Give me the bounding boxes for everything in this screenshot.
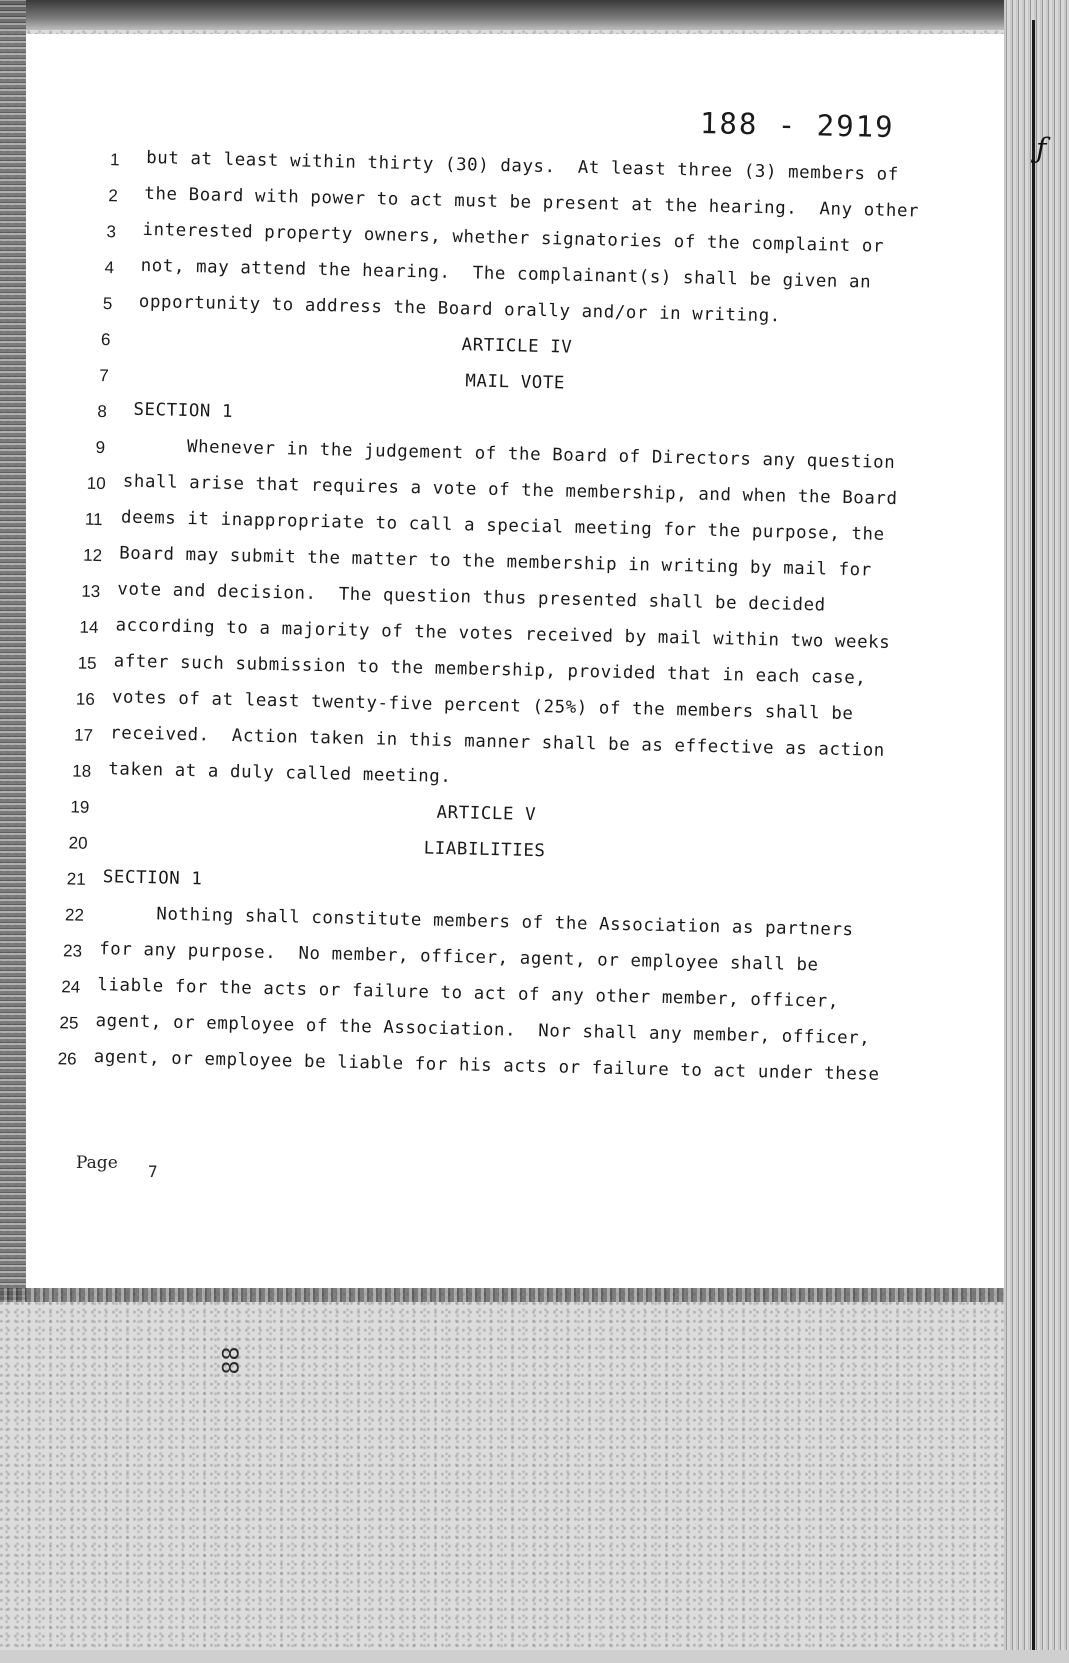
body-line: vote and decision. The question thus presented shall be decided xyxy=(117,579,826,616)
line-number: 21 xyxy=(66,869,86,889)
section-heading: SECTION 1 xyxy=(102,867,203,890)
line-number: 2 xyxy=(108,186,118,206)
body-line: interested property owners, whether signatories of the complaint or xyxy=(142,219,885,257)
article-title: MAIL VOTE xyxy=(465,371,566,394)
line-number: 19 xyxy=(70,797,90,817)
body-line: but at least within thirty (30) days. At least three (3) members of xyxy=(145,147,899,186)
line-number: 6 xyxy=(100,329,111,350)
line-number: 15 xyxy=(77,653,97,673)
line-number: 20 xyxy=(68,833,88,853)
line-number: 14 xyxy=(79,617,99,638)
body-line: shall arise that requires a vote of the membership, and when the Board xyxy=(122,471,898,510)
article-heading: ARTICLE V xyxy=(436,802,537,825)
line-number: 11 xyxy=(84,509,103,530)
line-number: 8 xyxy=(97,401,108,422)
body-line: opportunity to address the Board orally and/or in writing. xyxy=(138,291,782,327)
page-number: 7 xyxy=(148,1162,158,1181)
line-number: 1 xyxy=(109,150,120,170)
line-number: 13 xyxy=(81,581,101,602)
body-line: agent, or employee be liable for his acts or failure to act under these xyxy=(93,1047,880,1085)
body-line: deems it inappropriate to call a special meeting for the purpose, the xyxy=(120,507,885,545)
line-number: 22 xyxy=(64,905,85,925)
line-number: 18 xyxy=(72,761,92,781)
body-line: the Board with power to act must be present at the hearing. Any other xyxy=(144,183,920,222)
body-line: Whenever in the judgement of the Board of Directors any question xyxy=(131,435,896,474)
body-line: after such submission to the membership, provided that in each case, xyxy=(113,651,867,689)
body-line: agent, or employee of the Association. Nor shall any member, officer, xyxy=(95,1011,871,1049)
page-label: Page xyxy=(76,1153,118,1173)
body-line: taken at a duly called meeting. xyxy=(108,759,452,788)
body-line: liable for the acts or failure to act of any other member, officer, xyxy=(97,975,840,1012)
line-number: 3 xyxy=(106,222,117,242)
body-line: votes of at least twenty-five percent (25%) of the members shall be xyxy=(111,687,854,725)
line-number: 10 xyxy=(86,473,106,494)
margin-stamp: 88 xyxy=(219,1346,245,1375)
body-line: for any purpose. No member, officer, agent, or employee shall be xyxy=(98,939,819,976)
line-number: 5 xyxy=(102,294,113,314)
document-number: 188 - 2919 xyxy=(699,105,895,145)
line-number: 24 xyxy=(61,977,81,997)
body-line: received. Action taken in this manner shall be as effective as action xyxy=(109,723,886,761)
line-number: 12 xyxy=(82,545,103,566)
article-heading: ARTICLE IV xyxy=(461,335,573,358)
section-heading: SECTION 1 xyxy=(133,399,234,423)
line-number: 16 xyxy=(75,689,96,709)
article-title: LIABILITIES xyxy=(423,838,546,862)
line-number: 17 xyxy=(73,725,94,745)
line-number: 23 xyxy=(62,941,83,961)
body-line: Board may submit the matter to the membership in writing by mail for xyxy=(118,543,873,581)
line-number: 25 xyxy=(59,1013,79,1033)
line-number: 4 xyxy=(104,258,115,278)
margin-mark: ƒ xyxy=(1036,132,1047,165)
body-line: not, may attend the hearing. The complainant(s) shall be given an xyxy=(140,255,872,293)
line-number: 9 xyxy=(95,437,106,458)
body-line: Nothing shall constitute members of the Association as partners xyxy=(100,903,854,941)
line-number: 26 xyxy=(57,1049,77,1069)
body-line: according to a majority of the votes received by mail within two weeks xyxy=(115,615,891,653)
line-number: 7 xyxy=(99,365,109,386)
